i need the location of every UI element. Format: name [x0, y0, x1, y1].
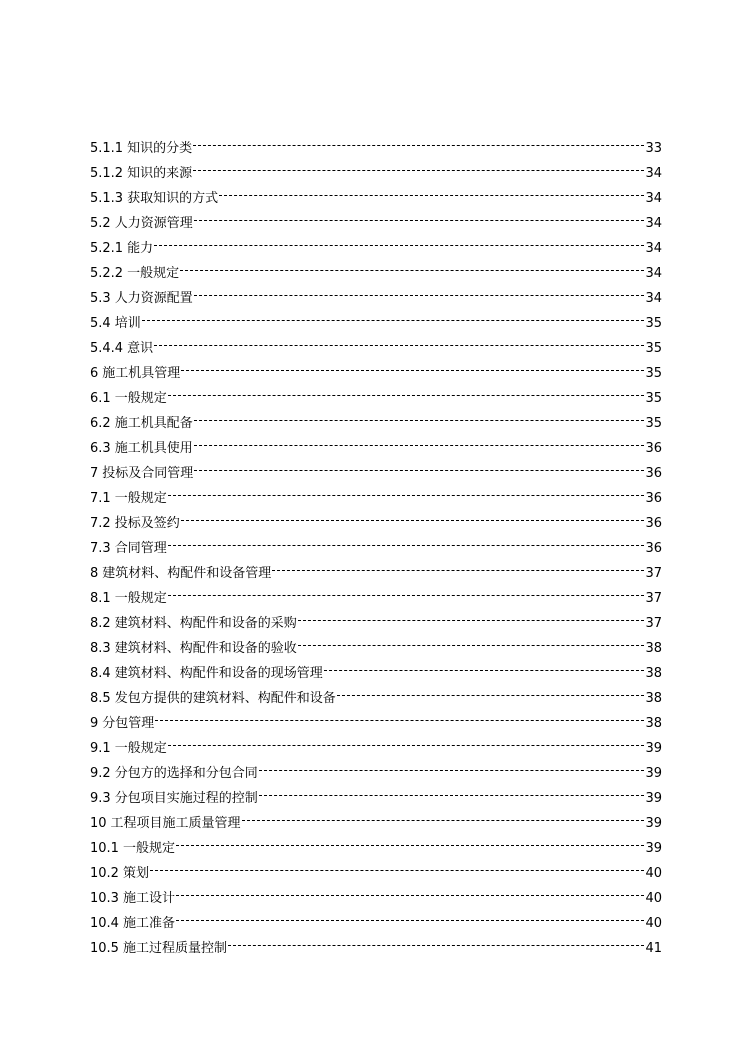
toc-entry-title: 一般规定: [114, 591, 167, 606]
toc-entry-page: 39: [645, 766, 662, 781]
toc-entry-title: 建筑材料、构配件和设备的验收: [114, 641, 297, 656]
toc-entry-page: 36: [645, 466, 662, 481]
toc-entry-page: 34: [645, 166, 662, 181]
toc-entry-page: 34: [645, 291, 662, 306]
toc-entry[interactable]: [90, 561, 662, 586]
toc-entry-page: 34: [645, 216, 662, 231]
toc-entry-page: 40: [645, 891, 662, 906]
toc-leader-dashes: [194, 419, 645, 421]
toc-leader-dashes: [337, 694, 645, 696]
toc-entry-page: 36: [645, 516, 662, 531]
toc-entry[interactable]: [90, 161, 662, 186]
toc-entry-title: 人力资源管理: [114, 216, 193, 231]
toc-entry[interactable]: [90, 686, 662, 711]
toc-entry-number: 7.3: [90, 541, 111, 556]
toc-entry-title: 施工机具使用: [114, 441, 193, 456]
toc-leader-dashes: [194, 219, 645, 221]
toc-entry-page: 36: [645, 541, 662, 556]
toc-entry-page: 36: [645, 491, 662, 506]
toc-entry[interactable]: [90, 211, 662, 236]
toc-entry-number: 5.1.1: [90, 141, 124, 156]
toc-entry-title: 一般规定: [122, 841, 175, 856]
toc-leader-dashes: [194, 469, 644, 471]
toc-entry-number: 10.5: [90, 941, 119, 956]
toc-entry-number: 10.2: [90, 866, 119, 881]
toc-entry-title: 一般规定: [114, 391, 167, 406]
toc-entry[interactable]: [90, 511, 662, 536]
toc-entry-page: 37: [645, 566, 662, 581]
toc-entry[interactable]: [90, 736, 662, 761]
toc-entry-title: 施工准备: [122, 916, 175, 931]
toc-entry-page: 40: [645, 916, 662, 931]
toc-entry-title: 分包方的选择和分包合同: [114, 766, 258, 781]
toc-entry-number: 5.2: [90, 216, 111, 231]
toc-leader-dashes: [298, 619, 645, 621]
toc-entry-title: 施工过程质量控制: [122, 941, 227, 956]
toc-entry-title: 获取知识的方式: [127, 191, 219, 206]
toc-leader-dashes: [324, 669, 645, 671]
toc-entry-number: 6: [90, 366, 99, 381]
toc-entry[interactable]: [90, 586, 662, 611]
toc-entry-number: 7: [90, 466, 99, 481]
toc-leader-dashes: [228, 944, 644, 946]
toc-entry[interactable]: [90, 536, 662, 561]
toc-entry[interactable]: [90, 761, 662, 786]
toc-entry-title: 合同管理: [114, 541, 167, 556]
toc-leader-dashes: [168, 744, 645, 746]
toc-leader-dashes: [193, 169, 644, 171]
toc-entry-number: 5.2.2: [90, 266, 124, 281]
toc-entry-title: 培训: [114, 316, 141, 331]
toc-leader-dashes: [193, 144, 644, 146]
toc-entry-title: 能力: [127, 241, 154, 256]
toc-leader-dashes: [180, 269, 644, 271]
toc-leader-dashes: [194, 294, 645, 296]
toc-entry-page: 39: [645, 741, 662, 756]
toc-leader-dashes: [155, 719, 644, 721]
toc-entry-number: 6.1: [90, 391, 111, 406]
toc-entry-number: 9.2: [90, 766, 111, 781]
toc-entry[interactable]: [90, 336, 662, 361]
toc-leader-dashes: [142, 319, 645, 321]
toc-entry-title: 施工机具配备: [114, 416, 193, 431]
toc-entry[interactable]: [90, 486, 662, 511]
toc-entry-number: 9.3: [90, 791, 111, 806]
toc-entry-title: 知识的分类: [127, 141, 193, 156]
toc-entry-number: 8.3: [90, 641, 111, 656]
toc-leader-dashes: [259, 769, 645, 771]
toc-leader-dashes: [242, 819, 645, 821]
toc-entry[interactable]: [90, 886, 662, 911]
toc-entry-title: 工程项目施工质量管理: [110, 816, 241, 831]
toc-entry[interactable]: [90, 186, 662, 211]
toc-entry[interactable]: [90, 711, 662, 736]
toc-leader-dashes: [181, 369, 644, 371]
toc-entry-page: 34: [645, 241, 662, 256]
toc-entry-title: 一般规定: [114, 491, 167, 506]
toc-leader-dashes: [176, 894, 644, 896]
toc-leader-dashes: [194, 444, 645, 446]
toc-entry-number: 6.2: [90, 416, 111, 431]
toc-entry-title: 策划: [122, 866, 149, 881]
toc-entry-page: 34: [645, 266, 662, 281]
toc-leader-dashes: [272, 569, 644, 571]
toc-entry[interactable]: [90, 136, 662, 161]
toc-entry-number: 8.1: [90, 591, 111, 606]
toc-entry[interactable]: [90, 386, 662, 411]
toc-entry-page: 38: [645, 641, 662, 656]
toc-entry[interactable]: [90, 936, 662, 961]
toc-entry[interactable]: [90, 811, 662, 836]
toc-entry-page: 35: [645, 416, 662, 431]
toc-entry-page: 41: [645, 941, 662, 956]
toc-entry-title: 建筑材料、构配件和设备的采购: [114, 616, 297, 631]
toc-entry-title: 人力资源配置: [114, 291, 193, 306]
toc-entry-title: 分包管理: [102, 716, 155, 731]
toc-entry-title: 建筑材料、构配件和设备的现场管理: [114, 666, 323, 681]
toc-leader-dashes: [168, 544, 645, 546]
toc-entry-number: 10.1: [90, 841, 119, 856]
toc-entry-page: 39: [645, 841, 662, 856]
toc-entry-number: 8: [90, 566, 99, 581]
toc-entry-title: 分包项目实施过程的控制: [114, 791, 258, 806]
toc-leader-dashes: [176, 844, 644, 846]
toc-entry[interactable]: [90, 836, 662, 861]
toc-entry-page: 35: [645, 341, 662, 356]
toc-entry-number: 8.2: [90, 616, 111, 631]
toc-entry-page: 38: [645, 691, 662, 706]
toc-entry[interactable]: [90, 261, 662, 286]
toc-leader-dashes: [219, 194, 644, 196]
toc-entry-title: 发包方提供的建筑材料、构配件和设备: [114, 691, 336, 706]
toc-entry-page: 37: [645, 591, 662, 606]
toc-entry[interactable]: [90, 861, 662, 886]
toc-entry-number: 5.1.2: [90, 166, 124, 181]
toc-entry-title: 投标及签约: [114, 516, 180, 531]
toc-entry-page: 39: [645, 816, 662, 831]
toc-entry[interactable]: [90, 436, 662, 461]
toc-entry-number: 6.3: [90, 441, 111, 456]
toc-entry[interactable]: [90, 286, 662, 311]
toc-entry[interactable]: [90, 411, 662, 436]
toc-entry-page: 40: [645, 866, 662, 881]
toc-entry-number: 5.4: [90, 316, 111, 331]
toc-entry-number: 5.1.3: [90, 191, 124, 206]
toc-entry-title: 施工机具管理: [102, 366, 181, 381]
toc-leader-dashes: [259, 794, 645, 796]
toc-entry-number: 5.2.1: [90, 241, 124, 256]
toc-leader-dashes: [154, 244, 644, 246]
toc-entry[interactable]: [90, 786, 662, 811]
toc-entry-number: 8.4: [90, 666, 111, 681]
toc-entry[interactable]: [90, 661, 662, 686]
toc-entry-title: 意识: [127, 341, 154, 356]
toc-leader-dashes: [168, 594, 645, 596]
toc-entry[interactable]: [90, 311, 662, 336]
toc-entry-page: 39: [645, 791, 662, 806]
toc-leader-dashes: [150, 869, 644, 871]
toc-entry-page: 38: [645, 716, 662, 731]
toc-entry[interactable]: [90, 361, 662, 386]
toc-entry-page: 37: [645, 616, 662, 631]
toc-entry-page: 38: [645, 666, 662, 681]
toc-entry-page: 35: [645, 316, 662, 331]
table-of-contents: [90, 136, 662, 961]
toc-entry-page: 33: [645, 141, 662, 156]
toc-entry-title: 建筑材料、构配件和设备管理: [102, 566, 272, 581]
toc-entry-page: 35: [645, 366, 662, 381]
toc-entry-title: 施工设计: [122, 891, 175, 906]
toc-entry-title: 投标及合同管理: [102, 466, 194, 481]
toc-entry-number: 7.1: [90, 491, 111, 506]
toc-entry-number: 10: [90, 816, 107, 831]
toc-entry-number: 9: [90, 716, 99, 731]
toc-leader-dashes: [298, 644, 645, 646]
toc-entry-number: 5.4.4: [90, 341, 124, 356]
toc-leader-dashes: [168, 494, 645, 496]
toc-leader-dashes: [176, 919, 644, 921]
toc-entry[interactable]: [90, 911, 662, 936]
toc-entry[interactable]: [90, 236, 662, 261]
toc-entry-title: 一般规定: [127, 266, 180, 281]
toc-entry-number: 9.1: [90, 741, 111, 756]
toc-entry-title: 一般规定: [114, 741, 167, 756]
toc-entry-page: 36: [645, 441, 662, 456]
toc-entry[interactable]: [90, 636, 662, 661]
toc-entry-page: 34: [645, 191, 662, 206]
toc-leader-dashes: [154, 344, 644, 346]
toc-entry-number: 7.2: [90, 516, 111, 531]
toc-entry-number: 8.5: [90, 691, 111, 706]
toc-entry-number: 10.4: [90, 916, 119, 931]
toc-entry[interactable]: [90, 611, 662, 636]
toc-leader-dashes: [181, 519, 645, 521]
toc-entry-page: 35: [645, 391, 662, 406]
toc-entry-number: 5.3: [90, 291, 111, 306]
toc-entry-number: 10.3: [90, 891, 119, 906]
toc-leader-dashes: [168, 394, 645, 396]
toc-entry-title: 知识的来源: [127, 166, 193, 181]
toc-entry[interactable]: [90, 461, 662, 486]
